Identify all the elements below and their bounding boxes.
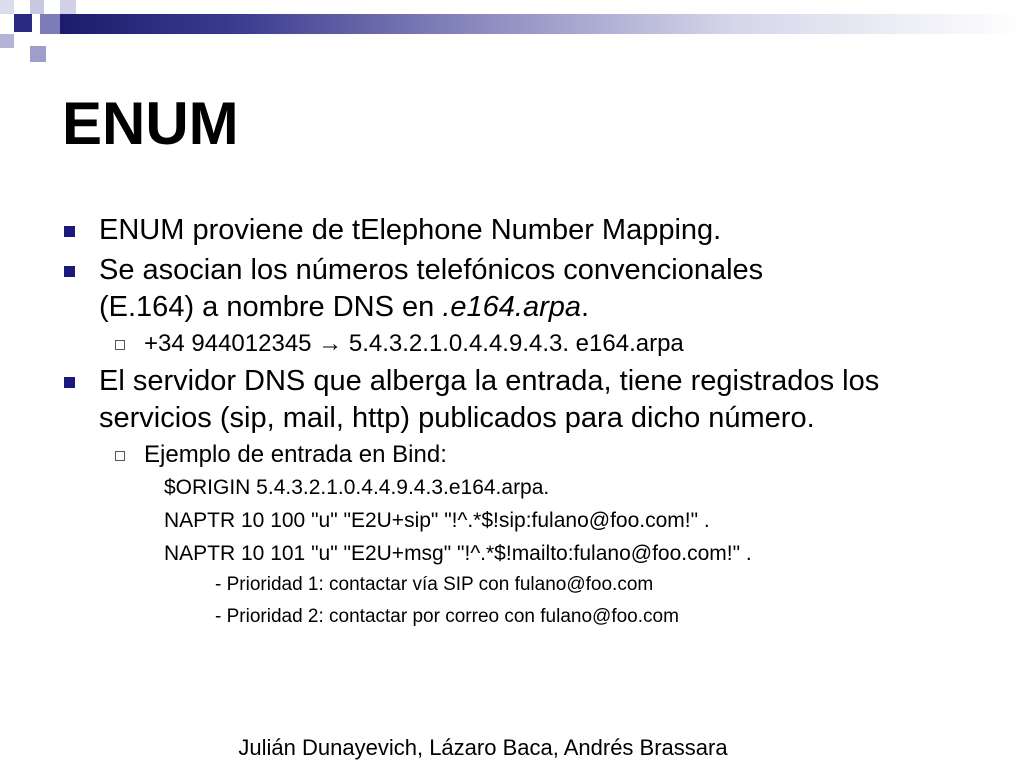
decor-square <box>30 46 46 62</box>
slide-title: ENUM <box>62 90 239 157</box>
square-bullet-icon <box>64 266 75 277</box>
bullet-text: El servidor DNS que alberga la entrada, tiene registrados los servicios (sip, mail, http) publicados para dicho número. <box>99 365 880 434</box>
slide-footer: Julián Dunayevich, Lázaro Baca, Andrés Brassara <box>238 735 728 760</box>
gradient-bar <box>60 14 1024 34</box>
decor-square <box>0 0 14 14</box>
sub-bullet-text: Ejemplo de entrada en Bind: <box>144 441 447 468</box>
bullet-text: (E.164) a nombre DNS en <box>99 291 443 323</box>
square-bullet-icon <box>64 377 75 388</box>
decor-square <box>14 14 32 32</box>
code-line: NAPTR 10 101 "u" "E2U+msg" "!^.*$!mailto:fulano@foo.com!" . <box>164 542 752 565</box>
hollow-square-bullet-icon <box>115 340 125 350</box>
bullet-text: Se asocian los números telefónicos convencionales <box>99 254 764 286</box>
bullet-item <box>62 252 962 326</box>
decor-square <box>30 0 44 14</box>
square-bullet-icon <box>64 226 75 237</box>
bullet-item <box>62 212 962 249</box>
bullet-item <box>62 363 962 437</box>
domain-suffix: .e164.arpa <box>442 291 581 323</box>
note-line: - Prioridad 1: contactar vía SIP con fulano@foo.com <box>215 574 654 595</box>
code-line: $ORIGIN 5.4.3.2.1.0.4.4.9.4.3.e164.arpa. <box>164 476 550 499</box>
sub-bullet-text: +34 944012345 → 5.4.3.2.1.0.4.4.9.4.3. e164.arpa <box>144 330 684 357</box>
decor-square <box>40 14 60 34</box>
decor-square <box>0 34 14 48</box>
bullet-text: ENUM proviene de tElephone Number Mapping. <box>99 214 722 246</box>
header-decoration <box>0 0 1024 62</box>
slide-body <box>62 212 962 637</box>
note-line: - Prioridad 2: contactar por correo con fulano@foo.com <box>215 606 679 627</box>
sub-bullet-item <box>62 329 962 359</box>
decor-square <box>60 0 76 14</box>
bullet-text-end: . <box>581 291 590 323</box>
sub-bullet-item <box>62 440 962 470</box>
hollow-square-bullet-icon <box>115 451 125 461</box>
code-line: NAPTR 10 100 "u" "E2U+sip" "!^.*$!sip:fulano@foo.com!" . <box>164 509 710 532</box>
